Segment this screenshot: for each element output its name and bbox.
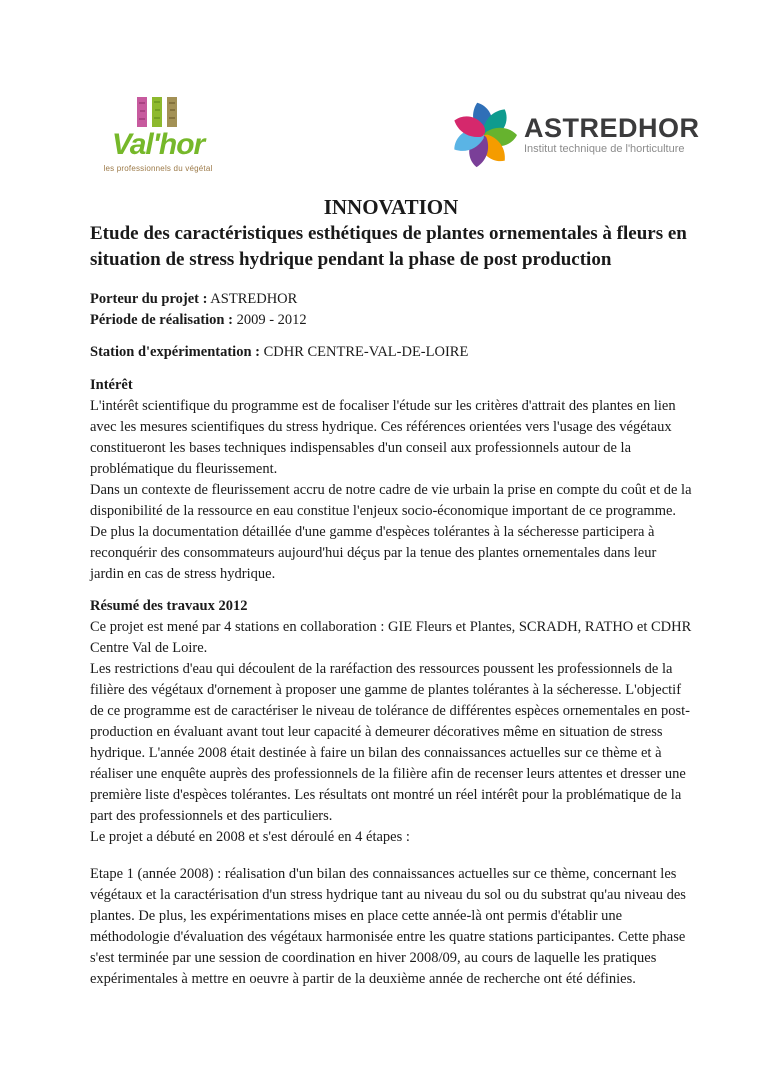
meta-periode-label: Période de réalisation : <box>90 312 233 328</box>
valhor-logo <box>96 96 220 173</box>
logo-header <box>0 0 768 192</box>
paragraph: Ce projet est mené par 4 stations en collaboration : GIE Fleurs et Plantes, SCRADH, RATHO et CDHR Centre Val de Loire. <box>90 619 692 656</box>
paragraph: Dans un contexte de fleurissement accru de notre cadre de vie urbain la prise en compte du coût et de la disponibilité de la ressource en eau constitue l'enjeux socio-économique important de ce programme. De plus la documentation détaillée d'une gamme d'espèces tolérantes à la sécheresse participera à reconquérir des consommateurs aujourd'hui déçus par la tenue des plantes ornementales dans leur jardin en cas de stress hydrique. <box>90 482 692 582</box>
astredhor-tagline: Institut technique de l'horticulture <box>524 142 685 155</box>
astredhor-text-block <box>524 114 700 155</box>
paragraph-etape-1: Etape 1 (année 2008) : réalisation d'un bilan des connaissances actuelles sur ce thème, concernant les végétaux et la caractérisation d'un stress hydrique tant au niveau du sol ou du substrat qu'au niveau des plantes. De plus, les expérimentations mises en place cette année-là ont permis d'établir une méthodologie d'évaluation des végétaux harmonisée entre les quatre stations participantes. Cette phase s'est terminée par une session de coordination en hiver 2008/09, au cours de laquelle les pratiques expérimentales à mettre en oeuvre à partir de la deuxième année de recherche ont été définies. <box>90 866 686 987</box>
document-category-title: INNOVATION <box>323 195 459 219</box>
project-meta <box>90 289 692 363</box>
meta-porteur-label: Porteur du projet : <box>90 291 208 307</box>
astredhor-logo <box>448 98 700 170</box>
meta-porteur-value: ASTREDHOR <box>210 291 298 307</box>
paragraph: L'intérêt scientifique du programme est de focaliser l'étude sur les critères d'attrait des plantes en lien avec les mesures scientifiques du stress hydrique. Ces références orientées vers l'usage des végétaux constitueront les bases techniques indispensables d'un conseil aux professionnels autour de la problématique du fleurissement. <box>90 398 676 477</box>
meta-porteur <box>90 289 692 310</box>
section-interet-heading: Intérêt <box>90 377 133 393</box>
valhor-tagline: les professionnels du végétal <box>103 164 213 173</box>
valhor-bars-icon <box>135 96 181 129</box>
paragraph: Le projet a débuté en 2008 et s'est déroulé en 4 étapes : <box>90 829 410 845</box>
document-content <box>0 196 768 990</box>
meta-periode <box>90 310 692 331</box>
valhor-wordmark: Val'hor <box>111 128 205 161</box>
meta-station-value: CDHR CENTRE-VAL-DE-LOIRE <box>263 344 469 360</box>
document-title: Etude des caractéristiques esthétiques de plantes ornementales à fleurs en situation de stress hydrique pendant la phase de post production <box>90 223 687 270</box>
section-resume-heading: Résumé des travaux 2012 <box>90 598 248 614</box>
section-interet <box>90 375 692 585</box>
astredhor-name: ASTREDHOR <box>524 112 700 143</box>
paragraph: Les restrictions d'eau qui découlent de la raréfaction des ressources poussent les professionnels de la filière des végétaux d'ornement à proposer une gamme de plantes tolérantes à la sécheresse. L'objectif de ce programme est de caractériser le niveau de tolérance de différentes espèces ornementales en post-production en évaluant avant tout leur capacité à demeurer décoratives même en situation de stress hydrique. L'année 2008 était destinée à faire un bilan des connaissances actuelles sur ce thème et à réaliser une enquête auprès des professionnels de la filière afin de recenser leurs attentes et dresser une première liste d'espèces tolérantes. Les résultats ont montré un réel intérêt pour la problématique de la part des professionnels et des particuliers. <box>90 661 690 824</box>
meta-station-label: Station d'expérimentation : <box>90 344 260 360</box>
astredhor-pinwheel-icon <box>448 98 520 170</box>
section-resume-travaux <box>90 596 692 990</box>
meta-station <box>90 342 692 363</box>
meta-periode-value: 2009 - 2012 <box>236 312 307 328</box>
